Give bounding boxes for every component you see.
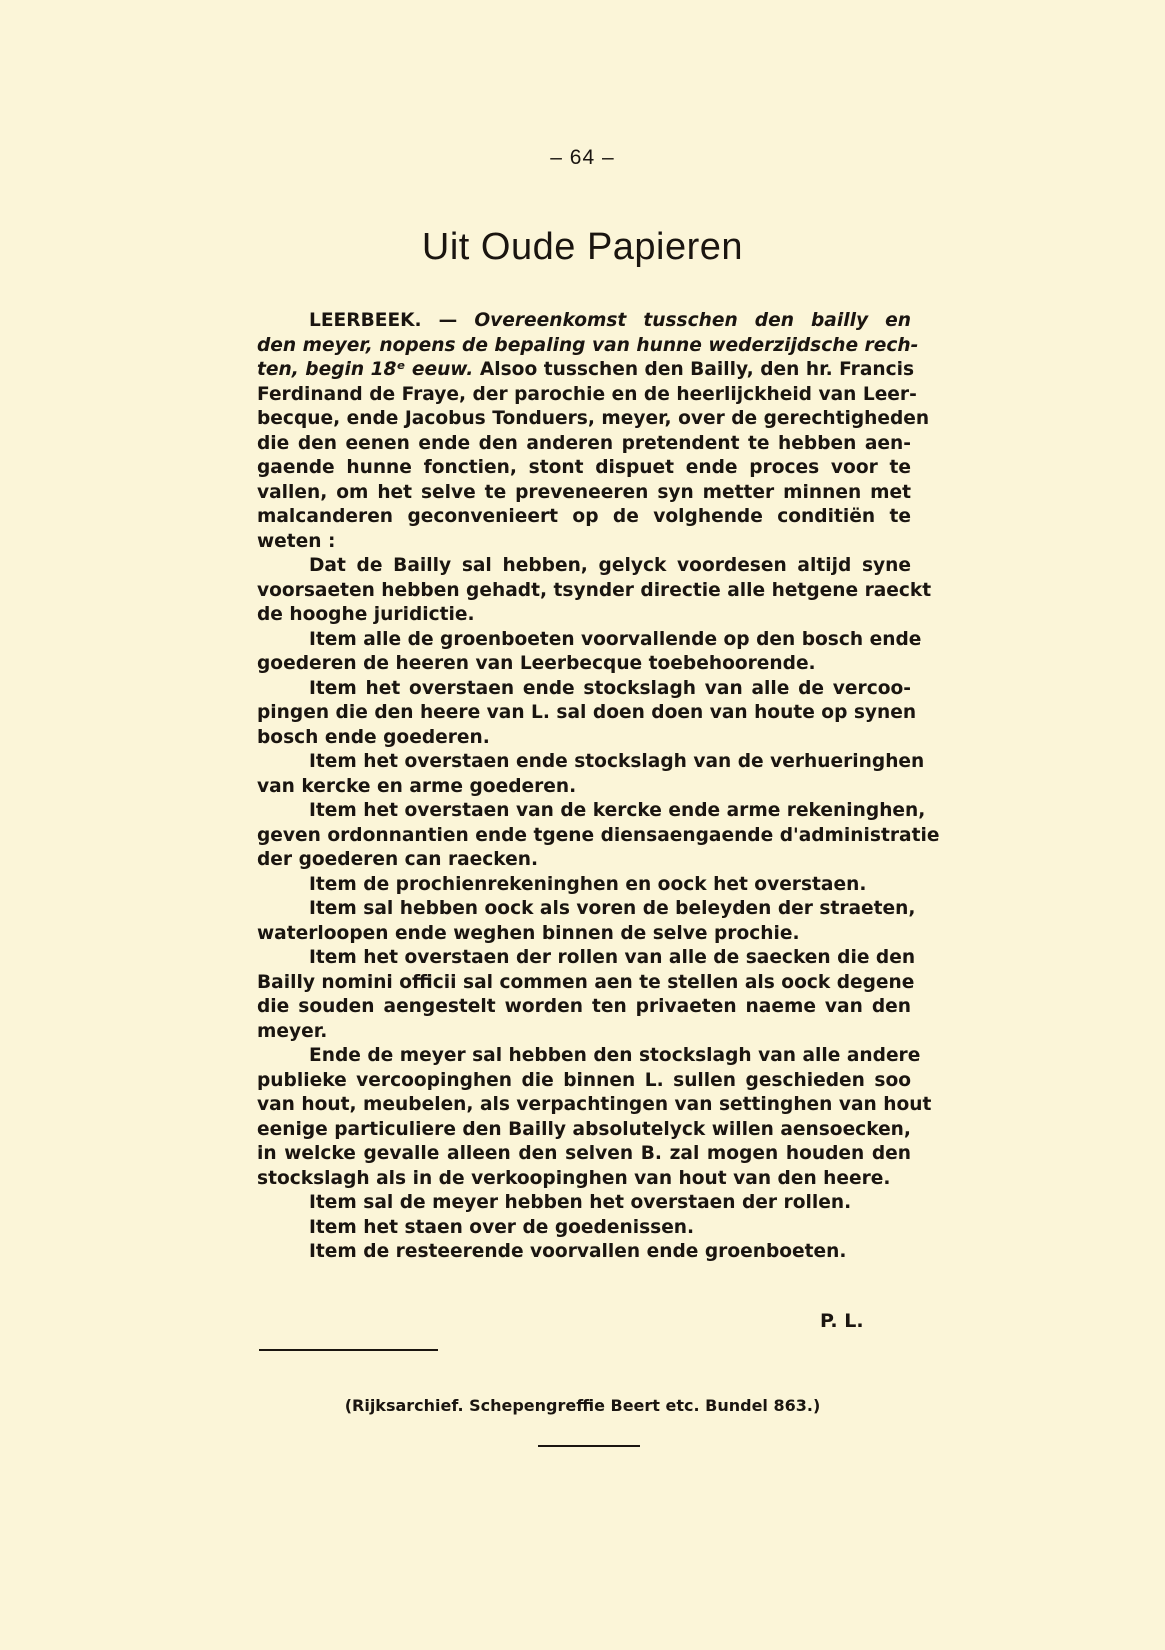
author-signature: P. L. [820,1310,864,1332]
text-line: Item alle de groenboeten voorvallende op den bosch ende [309,628,922,650]
intro-italic-1: Overeenkomst tusschen den bailly en [474,310,911,331]
text-line: Item sal de meyer hebben het overstaen der rollen. [309,1192,852,1213]
page-title: Uit Oude Papieren [421,226,744,268]
text-line: bosch ende goederen. [257,726,490,748]
text-line: gaende hunne fonctien, stont dispuet ende proces voor te [257,457,911,478]
text-line: geven ordonnantien ende tgene diensaengaende d'administratie [257,824,940,846]
text-line: Ende de meyer sal hebben den stockslagh van alle andere [309,1045,921,1066]
text-line: Item sal hebben oock als voren de beleyden der straeten, [309,898,916,919]
text-line: malcanderen geconvenieert op de volghende conditiën te [257,506,911,527]
text-line: waterloopen ende weghen binnen de selve prochie. [257,922,800,944]
intro-heading: LEERBEEK. — [309,310,458,331]
text-line: Item de resteerende voorvallen ende groenboeten. [309,1241,847,1262]
intro-italic-2: den meyer, nopens de bepaling van hunne wederzijdsche rech- [257,334,919,356]
text-line: Bailly nomini officii sal commen aen te stellen als oock degene [257,971,915,993]
text-line: van hout, meubelen, als verpachtingen van settinghen van hout [257,1094,932,1115]
text-line: Item het overstaen ende stockslagh van de verhueringhen [309,751,925,772]
text-line: voorsaeten hebben gehadt, tsynder directie alle hetgene raeckt [257,579,932,601]
text-line: publieke vercoopinghen die binnen L. sullen geschieden soo [257,1069,911,1091]
text-line: Item het overstaen ende stockslagh van alle de vercoo- [309,677,911,699]
text-line: Item het overstaen van de kercke ende arme rekeninghen, [309,800,926,821]
text-line: de hooghe juridictie. [257,604,475,625]
text-line: meyer. [257,1020,328,1042]
text-line: becque, ende Jacobus Tonduers, meyer, over de gerechtigheden [257,408,930,429]
text-line: stockslagh als in de verkoopinghen van hout van den heere. [257,1167,891,1189]
text-line: weten : [257,530,336,552]
intro-line-1 [257,309,911,334]
text-line: eenige particuliere den Bailly absolutelyck willen aensoecken, [257,1118,911,1140]
article-body [257,309,940,1265]
text-line: goederen de heeren van Leerbecque toebehoorende. [257,653,816,674]
text-line: vallen, om het selve te preveneeren syn metter minnen met [257,481,911,503]
source-note: (Rijksarchief. Schepengreffie Beert etc. Bundel 863.) [344,1396,821,1415]
text-line: die den eenen ende den anderen pretendent te hebben aen- [257,432,911,454]
intro-italic-3: ten, begin 18ᵉ eeuw. [257,359,474,380]
text-line: in welcke gevalle alleen den selven B. zal mogen houden den [257,1143,911,1164]
text-line: Item het staen over de goedenissen. [309,1216,695,1238]
text-line: Ferdinand de Fraye, der parochie en de heerlijckheid van Leer- [257,383,917,405]
text-line: pingen die den heere van L. sal doen doen van houte op synen [257,702,917,723]
footnote-divider [259,1349,438,1351]
intro-rest-3: Alsoo tusschen den Bailly, den hr. Francis [479,359,915,380]
text-line: Item het overstaen der rollen van alle de saecken die den [309,947,916,968]
text-line: Item de prochienrekeninghen en oock het overstaen. [309,873,867,895]
text-line: die souden aengestelt worden ten privaeten naeme van den [257,996,911,1017]
page-number: – 64 – [550,146,615,169]
text-line: van kercke en arme goederen. [257,775,577,797]
end-divider [538,1445,640,1447]
intro-line-3 [257,358,915,383]
text-line: der goederen can raecken. [257,849,539,870]
text-line: Dat de Bailly sal hebben, gelyck voordesen altijd syne [309,555,911,576]
